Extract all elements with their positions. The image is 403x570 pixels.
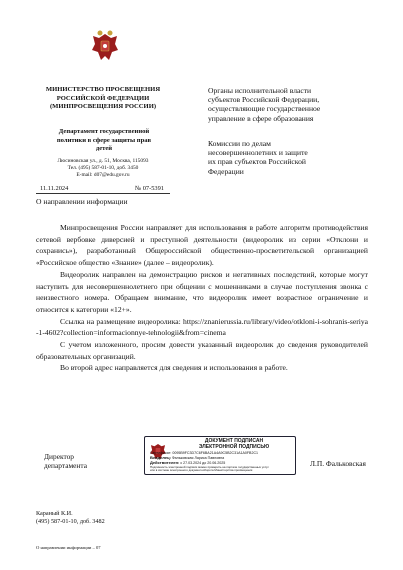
addressee-line: их прав субъектов Российской bbox=[208, 157, 306, 167]
registration-line bbox=[40, 185, 170, 192]
stamp-title bbox=[177, 439, 291, 450]
body-paragraph: С учетом изложенного, просим довести указанный видеоролик до сведения руководителей образовательных организаций. bbox=[36, 340, 368, 361]
addressee-secondary bbox=[208, 139, 368, 176]
ministry-line: МИНИСТЕРСТВО ПРОСВЕЩЕНИЯ bbox=[45, 86, 161, 93]
registration-number: № 07-5391 bbox=[135, 185, 164, 192]
body-paragraph: Ссылка на размещение видеоролика: https://znanierussia.ru/library/video/otkloni-i-sohranis-seriya-1-4602?collection=informacionnye-tehnologii&from=cinema bbox=[36, 316, 368, 338]
addressee-line: Федерации bbox=[208, 166, 244, 176]
stamp-validity: с 27.03.2024 до 20.06.2025 bbox=[180, 461, 226, 465]
stamp-note bbox=[150, 466, 269, 473]
signatory-title-line: Директор bbox=[44, 452, 74, 461]
registration-rule bbox=[36, 193, 170, 194]
signatory-name: Л.П. Фальковская bbox=[310, 459, 366, 468]
department-name bbox=[34, 128, 174, 154]
footer-note: О направлении информации – 07 bbox=[36, 545, 101, 550]
stamp-owner-label: Владелец: bbox=[150, 455, 171, 460]
letter-body bbox=[36, 222, 368, 374]
ministry-line: (МИНПРОСВЕЩЕНИЯ РОССИИ) bbox=[49, 103, 157, 111]
addressee-primary bbox=[208, 86, 376, 123]
addressee-line: Органы исполнительной власти bbox=[208, 86, 312, 95]
addressee-line: Комиссии по делам bbox=[208, 139, 271, 148]
addressee-line: управление в сфере образования bbox=[208, 113, 314, 123]
body-paragraph: Во второй адрес направляется для сведения и использования в работе. bbox=[60, 363, 288, 373]
executor-phone: (495) 587-01-10, доб. 3482 bbox=[36, 518, 105, 526]
coat-of-arms-icon bbox=[88, 28, 122, 64]
registration-date: 11.11.2024 bbox=[40, 185, 69, 192]
department-line: детей bbox=[95, 145, 113, 153]
phone-line: Тел. (495) 587-01-10, доб. 3450 bbox=[67, 165, 139, 172]
e-signature-stamp bbox=[144, 436, 296, 475]
signatory-title-line: департамента bbox=[44, 461, 87, 471]
email-line: E-mail: d07@edu.gov.ru bbox=[76, 172, 130, 179]
ministry-name bbox=[36, 86, 170, 112]
body-paragraph: Минпросвещения России направляет для использования в работе алгоритм противодействия сетевой вербовке диверсией и преступной деятельности (видеоролик из серии «Отклони и сохранись»), разработанный Общероссийской общественно-просветительской организацией «Российское общество «Знание» (далее – видеоролик). bbox=[36, 223, 368, 268]
letter-subject: О направлении информации bbox=[36, 197, 128, 206]
signatory-title bbox=[44, 452, 87, 471]
stamp-title-line: ДОКУМЕНТ ПОДПИСАН bbox=[204, 438, 264, 444]
addressee-line: субъектов Российской Федерации, bbox=[208, 95, 320, 105]
stamp-note-line: или в системе электронного документооборота Министерства просвещения bbox=[150, 467, 253, 472]
department-line: политики в сфере защиты прав bbox=[56, 136, 152, 144]
department-line: Департамент государственной bbox=[58, 128, 150, 135]
executor-info bbox=[36, 510, 105, 526]
stamp-owner: Фальковская Лариса Павловна bbox=[171, 456, 225, 460]
stamp-certificate: Сертификат: 0095B9FC3D7C6F6BA21A4A9C5B2C31A1A0FB2C1 bbox=[150, 451, 259, 455]
stamp-note-line: Подлинность электронной подписи можно проверить на портале государственных услуг bbox=[150, 464, 269, 469]
body-paragraph: Видеоролик направлен на демонстрацию рисков и негативных последствий, которые могут наступить для несовершеннолетнего при общении с мошенниками в случае поступления звонка с неизвестного номера. Обращаем внимание, что видеоролик имеет возрастное ограничение и относится к категории «12+». bbox=[36, 269, 368, 314]
address-line: Люсиновская ул., д. 51, Москва, 115093 bbox=[57, 158, 149, 164]
addressee-line: несовершеннолетних и защите bbox=[208, 148, 308, 158]
addressee-line: осуществляющие государственное bbox=[208, 104, 321, 114]
stamp-title-line: ЭЛЕКТРОННОЙ ПОДПИСЬЮ bbox=[198, 443, 270, 450]
ministry-line: РОССИЙСКОЙ ФЕДЕРАЦИИ bbox=[56, 94, 150, 102]
stamp-validity-label: Действителен: bbox=[150, 460, 180, 465]
contact-details bbox=[36, 158, 170, 180]
executor-name: Караный К.И. bbox=[36, 510, 73, 517]
